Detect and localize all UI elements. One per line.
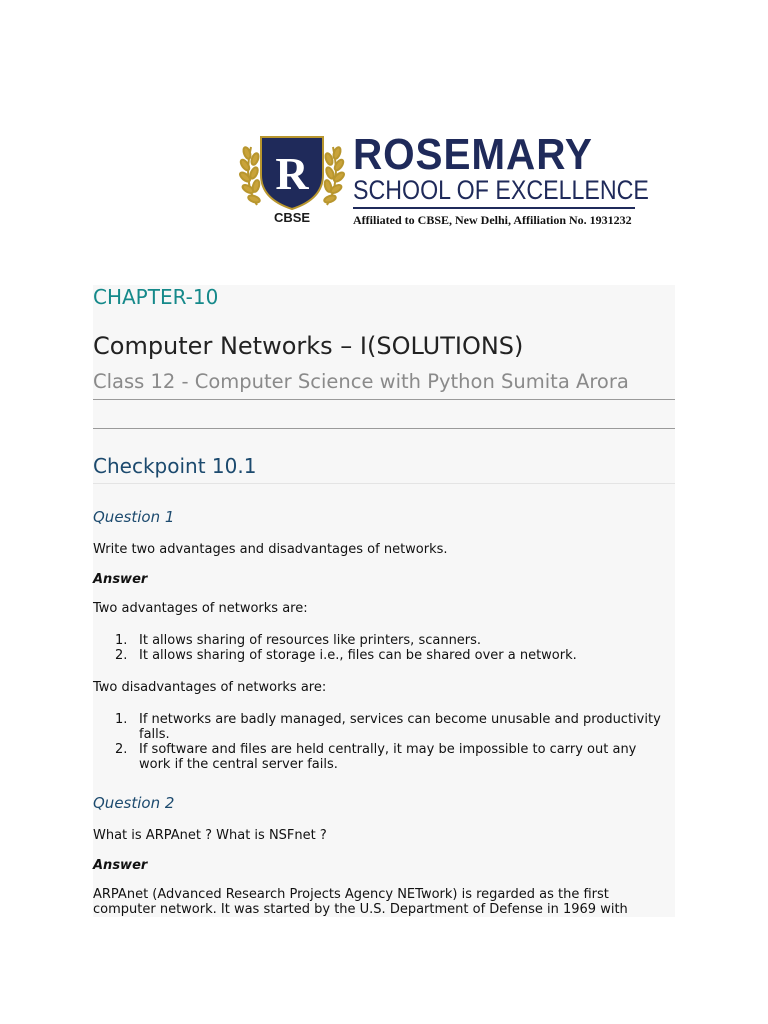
divider [93,428,675,429]
page-title: Computer Networks – I(SOLUTIONS) [93,332,524,360]
question-2-text: What is ARPAnet ? What is NSFnet ? [93,828,327,843]
disadvantages-intro: Two disadvantages of networks are: [93,680,327,695]
list-item-text: It allows sharing of storage i.e., files can be shared over a network. [139,648,577,663]
school-logo [237,130,649,228]
list-number: 2. [115,648,128,663]
list-number: 1. [115,712,128,727]
advantages-intro: Two advantages of networks are: [93,601,308,616]
school-name: ROSEMARY [353,130,593,179]
list-item [93,633,675,648]
question-1-heading: Question 1 [93,508,175,526]
list-number: 1. [115,633,128,648]
question-1-text: Write two advantages and disadvantages of networks. [93,542,448,557]
shield-emblem-icon [237,133,347,228]
brand-divider [353,207,635,209]
list-item-text: If software and files are held centrally, it may be impossible to carry out any work if the central server fails. [139,742,637,772]
checkpoint-heading: Checkpoint 10.1 [93,454,257,478]
answer-text-line: computer network. It was started by the U.S. Department of Defense in 1969 with [93,902,628,917]
list-item [93,648,675,663]
cbse-label: CBSE [273,210,311,225]
school-subtitle: SCHOOL OF EXCELLENCE [353,175,649,205]
list-number: 2. [115,742,128,757]
answer-label: Answer [93,858,148,873]
answer-label: Answer [93,572,148,587]
list-item [93,712,675,742]
brand-text [353,130,649,228]
advantages-list [93,633,675,663]
page-subtitle: Class 12 - Computer Science with Python Sumita Arora [93,370,629,393]
list-item [93,742,675,772]
disadvantages-list [93,712,675,772]
divider [93,399,675,400]
affiliation-text: Affiliated to CBSE, New Delhi, Affiliation No. 1931232 [353,213,632,227]
divider [93,483,675,484]
answer-text-line: ARPAnet (Advanced Research Projects Agency NETwork) is regarded as the first [93,887,609,902]
list-item-text: If networks are badly managed, services can become unusable and productivity falls. [139,712,661,742]
list-item-text: It allows sharing of resources like printers, scanners. [139,633,482,648]
question-2-heading: Question 2 [93,794,175,812]
chapter-label: CHAPTER-10 [93,285,219,309]
emblem-letter: R [275,148,309,199]
